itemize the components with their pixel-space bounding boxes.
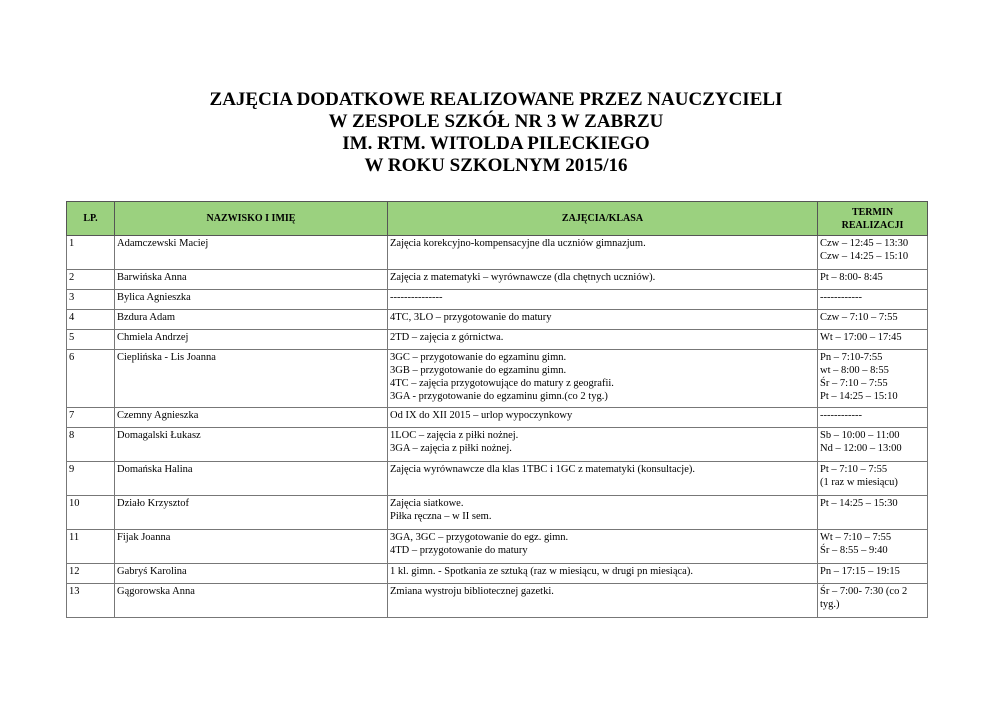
classes-line: 4TC, 3LO – przygotowanie do matury: [390, 312, 552, 323]
classes-line: Zajęcia z matematyki – wyrównawcze (dla chętnych uczniów).: [390, 272, 656, 283]
term-line: Pt – 14:25 – 15:30: [820, 498, 898, 509]
cell-teacher-name: Gabryś Karolina: [115, 564, 388, 584]
cell-term: [818, 310, 928, 330]
cell-classes: [388, 408, 818, 428]
cell-lp: 5: [67, 330, 115, 350]
cell-teacher-name: Gągorowska Anna: [115, 584, 388, 618]
classes-line: Zajęcia siatkowe.: [390, 498, 464, 509]
header-name: NAZWISKO I IMIĘ: [115, 202, 388, 236]
table-row: [67, 290, 928, 310]
classes-line: 1LOC – zajęcia z piłki nożnej.: [390, 430, 519, 441]
cell-term: [818, 270, 928, 290]
cell-classes: [388, 530, 818, 564]
classes-line: Od IX do XII 2015 – urlop wypoczynkowy: [390, 410, 573, 421]
term-line: Czw – 12:45 – 13:30: [820, 238, 909, 249]
cell-lp: 7: [67, 408, 115, 428]
cell-term: [818, 428, 928, 462]
cell-lp: 4: [67, 310, 115, 330]
cell-lp: 8: [67, 428, 115, 462]
term-line: Czw – 7:10 – 7:55: [820, 312, 898, 323]
term-line: Wt – 7:10 – 7:55: [820, 532, 892, 543]
table-header-row: [67, 202, 928, 236]
cell-term: [818, 290, 928, 310]
title-line-4: W ROKU SZKOLNYM 2015/16: [364, 155, 628, 176]
activities-table: [66, 201, 928, 618]
cell-lp: 13: [67, 584, 115, 618]
header-lp: LP.: [67, 202, 115, 236]
title-line-3: IM. RTM. WITOLDA PILECKIEGO: [342, 133, 650, 154]
header-term-line-1: TERMIN: [851, 206, 894, 218]
classes-line: Piłka ręczna – w II sem.: [390, 511, 492, 522]
term-line: Wt – 17:00 – 17:45: [820, 332, 902, 343]
cell-lp: 1: [67, 236, 115, 270]
cell-classes: [388, 584, 818, 618]
term-line: Sb – 10:00 – 11:00: [820, 430, 900, 441]
header-classes: ZAJĘCIA/KLASA: [388, 202, 818, 236]
cell-lp: 12: [67, 564, 115, 584]
classes-line: 4TC – zajęcia przygotowujące do matury z geografii.: [390, 378, 614, 389]
cell-lp: 10: [67, 496, 115, 530]
classes-line: 1 kl. gimn. - Spotkania ze sztuką (raz w miesiącu, w drugi pn miesiąca).: [390, 566, 693, 577]
table-row: [67, 462, 928, 496]
header-term: [818, 202, 928, 236]
cell-teacher-name: Fijak Joanna: [115, 530, 388, 564]
classes-line: 4TD – przygotowanie do matury: [390, 545, 528, 556]
classes-line: Zajęcia wyrównawcze dla klas 1TBC i 1GC z matematyki (konsultacje).: [390, 464, 695, 475]
term-line: Śr – 8:55 – 9:40: [820, 545, 888, 556]
term-line: (1 raz w miesiącu): [820, 477, 898, 488]
cell-classes: [388, 564, 818, 584]
cell-classes: [388, 236, 818, 270]
cell-classes: [388, 350, 818, 408]
table-row: [67, 330, 928, 350]
term-line: Pt – 14:25 – 15:10: [820, 391, 898, 402]
table-row: [67, 270, 928, 290]
term-line: Nd – 12:00 – 13:00: [820, 443, 902, 454]
cell-teacher-name: Bzdura Adam: [115, 310, 388, 330]
cell-lp: 11: [67, 530, 115, 564]
cell-lp: 9: [67, 462, 115, 496]
cell-term: [818, 496, 928, 530]
cell-classes: [388, 330, 818, 350]
cell-teacher-name: Chmiela Andrzej: [115, 330, 388, 350]
cell-classes: [388, 496, 818, 530]
cell-classes: [388, 310, 818, 330]
classes-line: 3GA, 3GC – przygotowanie do egz. gimn.: [390, 532, 569, 543]
classes-line: Zajęcia korekcyjno-kompensacyjne dla uczniów gimnazjum.: [390, 238, 646, 249]
term-line: Pn – 7:10-7:55: [820, 352, 883, 363]
table-row: [67, 408, 928, 428]
table-row: [67, 530, 928, 564]
cell-term: [818, 564, 928, 584]
classes-line: ---------------: [390, 292, 443, 303]
cell-term: [818, 530, 928, 564]
term-line: Pt – 7:10 – 7:55: [820, 464, 888, 475]
term-line: Pt – 8:00- 8:45: [820, 272, 883, 283]
cell-teacher-name: Adamczewski Maciej: [115, 236, 388, 270]
cell-teacher-name: Czemny Agnieszka: [115, 408, 388, 428]
classes-line: 3GA – zajęcia z piłki nożnej.: [390, 443, 512, 454]
table-row: [67, 584, 928, 618]
classes-line: Zmiana wystroju bibliotecznej gazetki.: [390, 586, 554, 597]
table-row: [67, 236, 928, 270]
table-row: [67, 564, 928, 584]
cell-teacher-name: Domańska Halina: [115, 462, 388, 496]
cell-lp: 3: [67, 290, 115, 310]
term-line: ------------: [820, 292, 862, 303]
table-body: [67, 236, 928, 618]
cell-teacher-name: Cieplińska - Lis Joanna: [115, 350, 388, 408]
cell-classes: [388, 462, 818, 496]
cell-classes: [388, 270, 818, 290]
classes-line: 3GA - przygotowanie do egzaminu gimn.(co 2 tyg.): [390, 391, 608, 402]
cell-term: [818, 236, 928, 270]
cell-teacher-name: Działo Krzysztof: [115, 496, 388, 530]
cell-teacher-name: Bylica Agnieszka: [115, 290, 388, 310]
title-line-2: W ZESPOLE SZKÓŁ NR 3 W ZABRZU: [328, 111, 664, 132]
classes-line: 2TD – zajęcia z górnictwa.: [390, 332, 504, 343]
classes-line: 3GC – przygotowanie do egzaminu gimn.: [390, 352, 567, 363]
term-line: tyg.): [820, 599, 840, 610]
cell-lp: 6: [67, 350, 115, 408]
table-row: [67, 428, 928, 462]
term-line: wt – 8:00 – 8:55: [820, 365, 889, 376]
table-row: [67, 350, 928, 408]
document-title: [0, 89, 992, 177]
classes-line: 3GB – przygotowanie do egzaminu gimn.: [390, 365, 567, 376]
cell-term: [818, 584, 928, 618]
term-line: Czw – 14:25 – 15:10: [820, 251, 909, 262]
term-line: Pn – 17:15 – 19:15: [820, 566, 900, 577]
term-line: Śr – 7:10 – 7:55: [820, 378, 888, 389]
cell-lp: 2: [67, 270, 115, 290]
term-line: Śr – 7:00- 7:30 (co 2: [820, 586, 908, 597]
term-line: ------------: [820, 410, 862, 421]
table-row: [67, 496, 928, 530]
header-term-line-2: REALIZACJI: [841, 219, 904, 231]
cell-term: [818, 350, 928, 408]
cell-classes: [388, 428, 818, 462]
table-row: [67, 310, 928, 330]
cell-classes: [388, 290, 818, 310]
title-line-1: ZAJĘCIA DODATKOWE REALIZOWANE PRZEZ NAUCZYCIELI: [209, 89, 783, 110]
cell-term: [818, 408, 928, 428]
cell-teacher-name: Barwińska Anna: [115, 270, 388, 290]
cell-teacher-name: Domagalski Łukasz: [115, 428, 388, 462]
cell-term: [818, 330, 928, 350]
cell-term: [818, 462, 928, 496]
